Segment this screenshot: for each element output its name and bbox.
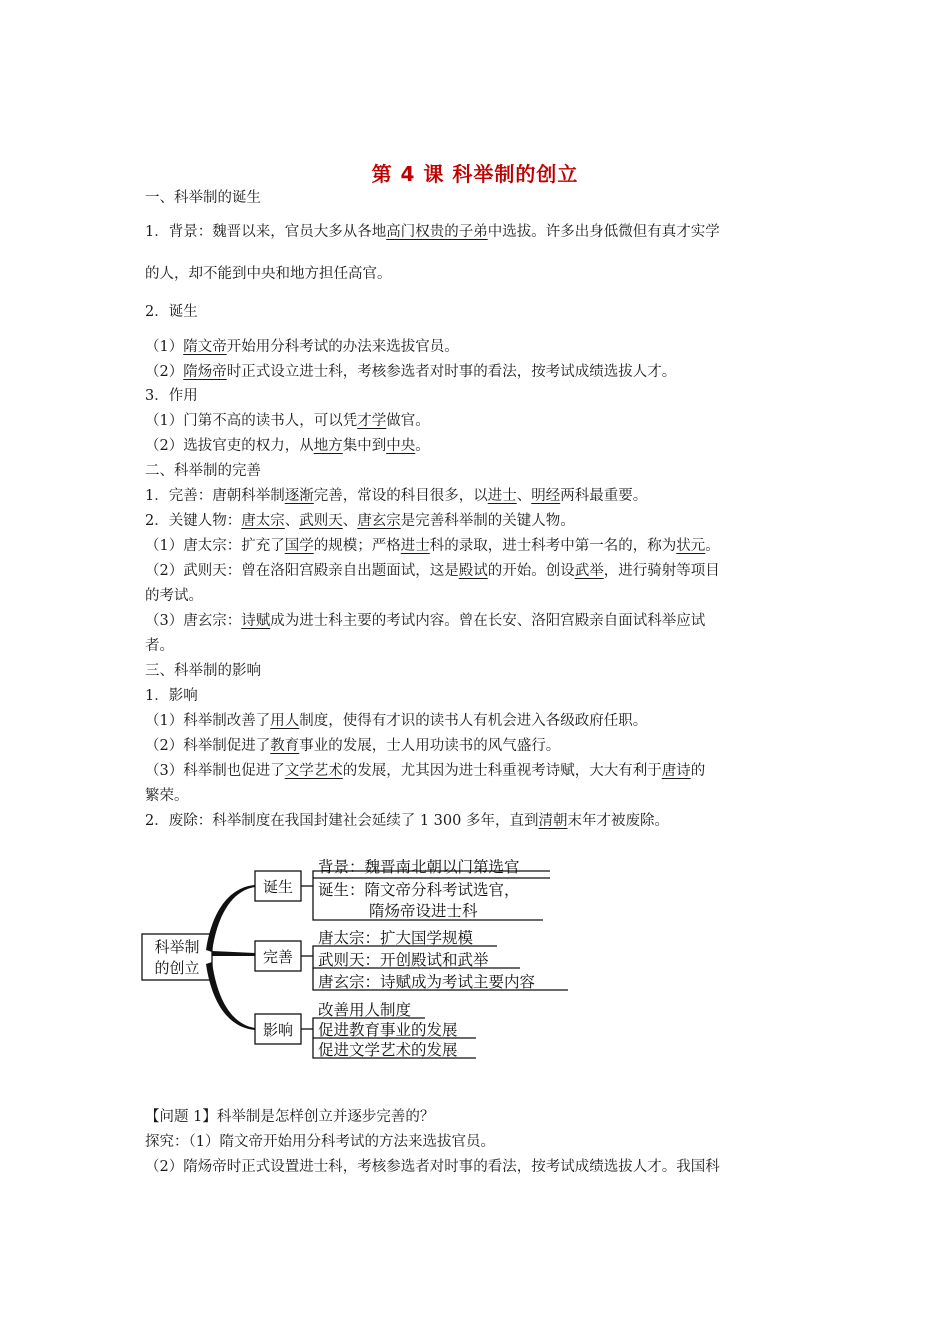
perfect-line-1: 1．完善：唐朝科举制逐渐完善，常设的科目很多，以进士、明经两科最重要。	[145, 488, 648, 504]
answer-underline: 进士	[400, 538, 430, 554]
question-text: 科举制是怎样创立并逐步完善的？	[216, 1109, 435, 1125]
answer-line-1: 探究：（1）隋文帝开始用分科考试的方法来选拔官员。	[145, 1134, 495, 1150]
connector-birth	[206, 885, 255, 952]
influence-item-1: （1）科举制改善了用人制度，使得有才识的读书人有机会进入各级政府任职。	[145, 713, 648, 729]
answer-underline: 明经	[531, 488, 561, 504]
answer-underline: 唐太宗	[241, 513, 285, 529]
branch-label-birth: 诞生	[262, 878, 294, 896]
connector-perfect	[212, 951, 255, 956]
birth-item-2: （2）隋炀帝时正式设立进士科，考核参选者对时事的看法，按考试成绩选拔人才。	[145, 364, 677, 380]
section-heading-perfect: 二、科举制的完善	[145, 463, 261, 479]
answer-line-2: （2）隋炀帝时正式设置进士科，考核参选者对时事的看法，按考试成绩选拔人才。我国科	[145, 1159, 720, 1175]
abolition-line: 2．废除：科举制度在我国封建社会延续了 1 300 多年，直到清朝末年才被废除。	[145, 813, 669, 829]
background-line-1: 1．背景：魏晋以来，官员大多从各地高门权贵的子弟中选拔。许多出身低微但有真才实学	[145, 224, 720, 240]
answer-underline: 清朝	[538, 813, 568, 829]
answer-underline: 高门权贵的子弟	[386, 224, 488, 240]
mind-map-diagram	[140, 850, 590, 1065]
answer-underline: 殿试	[458, 563, 488, 579]
answer-underline: 进士	[487, 488, 517, 504]
birth-item-1: （1）隋文帝开始用分科考试的办法来选拔官员。	[145, 339, 459, 355]
perfect-leaf-1: 唐太宗：扩大国学规模	[318, 929, 474, 947]
perfect-leaf-2: 武则天：开创殿试和武举	[318, 951, 489, 969]
root-node-text-2: 的创立	[154, 959, 200, 977]
answer-underline: 唐诗	[661, 763, 691, 779]
question-1	[145, 1107, 810, 1127]
answer-underline: 才学	[357, 413, 387, 429]
connector-influence	[206, 962, 255, 1030]
answer-underline: 教育	[270, 738, 300, 754]
effect-item-1: （1）门第不高的读书人，可以凭才学做官。	[145, 413, 430, 429]
influence-item-2: （2）科举制促进了教育事业的发展，士人用功读书的风气盛行。	[145, 738, 561, 754]
question-label: 【问题 1】	[145, 1109, 217, 1125]
answer-underline: 诗赋	[241, 613, 271, 629]
answer-underline: 国学	[284, 538, 314, 554]
birth-subheading: 2．诞生	[145, 304, 198, 320]
influence-leaf-1: 改善用人制度	[318, 1001, 412, 1019]
key-people-line: 2．关键人物：唐太宗、武则天、唐玄宗是完善科举制的关键人物。	[145, 513, 575, 529]
effect-item-2: （2）选拔官吏的权力，从地方集中到中央。	[145, 438, 430, 454]
xuanzong-line-2: 者。	[145, 638, 174, 654]
wuzetian-line-2: 的考试。	[145, 588, 203, 604]
influence-item-3-line-2: 繁荣。	[145, 788, 189, 804]
section-heading-birth: 一、科举制的诞生	[145, 190, 261, 206]
xuanzong-line-1: （3）唐玄宗：诗赋成为进士科主要的考试内容。曾在长安、洛阳宫殿亲自面试科举应试	[145, 613, 706, 629]
section-heading-influence: 三、科举制的影响	[145, 663, 261, 679]
influence-leaf-3: 促进文学艺术的发展	[318, 1041, 458, 1059]
effect-subheading: 3．作用	[145, 388, 198, 404]
answer-underline: 武举	[574, 563, 604, 579]
answer-underline: 地方	[313, 438, 343, 454]
birth-leaf-2: 诞生：隋文帝分科考试选官，	[318, 881, 520, 899]
lesson-title: 第 4 课 科举制的创立	[371, 162, 579, 186]
answer-underline: 武则天	[299, 513, 343, 529]
background-line-2: 的人，却不能到中央和地方担任高官。	[145, 266, 392, 282]
answer-underline: 文学艺术	[284, 763, 343, 779]
influence-leaf-2: 促进教育事业的发展	[318, 1021, 458, 1039]
birth-leaf-1: 背景：魏晋南北朝以门第选官	[318, 858, 520, 876]
answer-underline: 唐玄宗	[357, 513, 401, 529]
influence-subheading: 1．影响	[145, 688, 198, 704]
branch-label-influence: 影响	[262, 1021, 294, 1039]
taizong-line: （1）唐太宗：扩充了国学的规模；严格进士科的录取，进士科考中第一名的，称为状元。	[145, 538, 720, 554]
influence-item-3-line-1: （3）科举制也促进了文学艺术的发展，尤其因为进士科重视考诗赋，大大有利于唐诗的	[145, 763, 706, 779]
wuzetian-line-1: （2）武则天：曾在洛阳宫殿亲自出题面试，这是殿试的开始。创设武举，进行骑射等项目	[145, 563, 720, 579]
birth-leaf-3: 隋炀帝设进士科	[369, 902, 478, 920]
answer-underline: 隋炀帝	[183, 364, 227, 380]
answer-underline: 隋文帝	[183, 339, 227, 355]
root-node-text-1: 科举制	[154, 938, 200, 956]
answer-underline: 状元	[676, 538, 706, 554]
answer-underline: 用人	[270, 713, 300, 729]
answer-underline: 中央	[386, 438, 416, 454]
branch-label-perfect: 完善	[262, 948, 294, 966]
answer-underline: 逐渐	[284, 488, 314, 504]
perfect-leaf-3: 唐玄宗：诗赋成为考试主要内容	[318, 973, 536, 991]
